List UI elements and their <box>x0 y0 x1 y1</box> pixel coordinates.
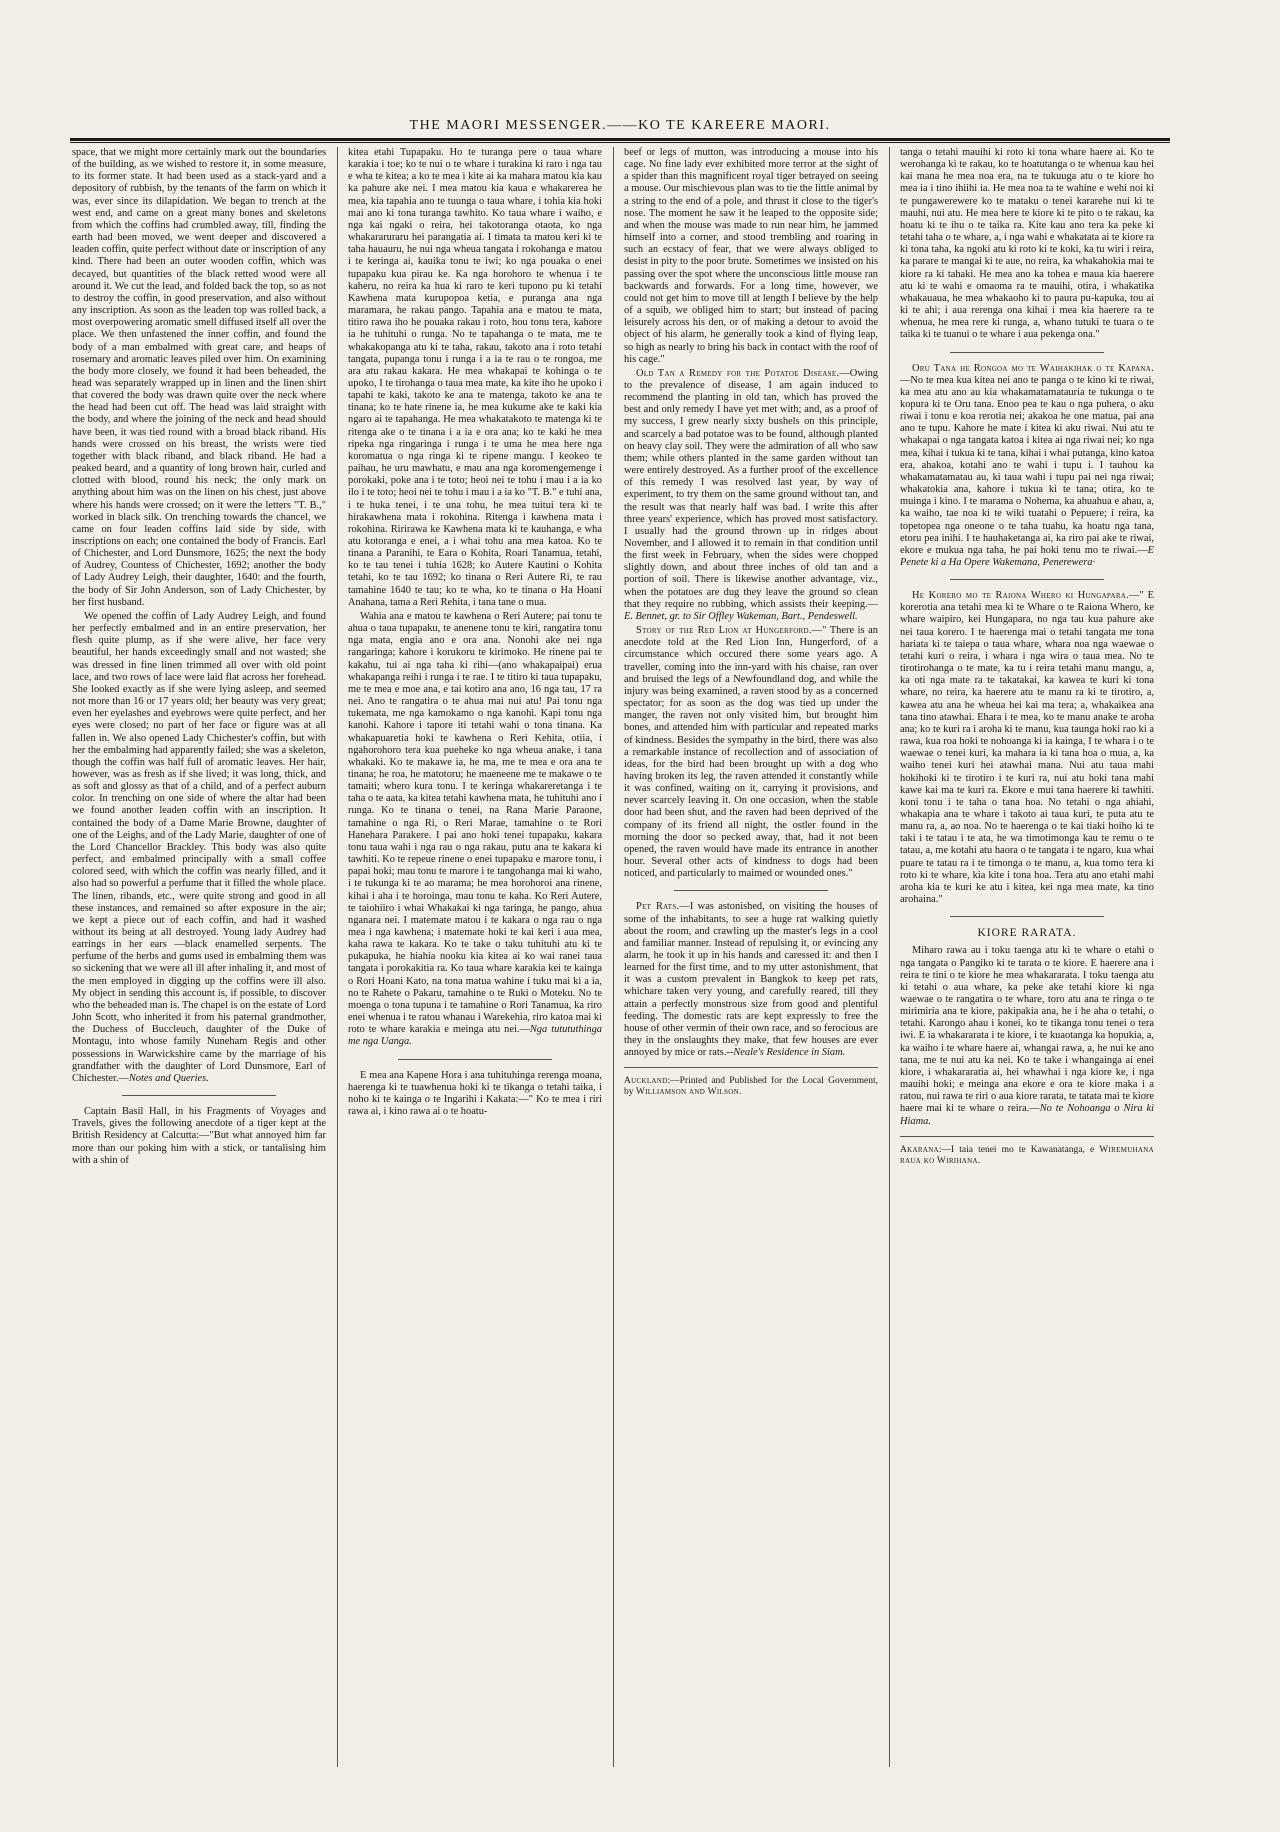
column-divider <box>337 147 338 1767</box>
column-2 <box>348 147 602 1747</box>
article-source: E. Bennet, gr. to Sir Offley Wakeman, Bart., Pendeswell. <box>624 610 858 622</box>
article-source: E Penete ki a Ha Opere Wakemana, Penerewera· <box>900 544 1154 568</box>
article-paragraph: We opened the coffin of Lady Audrey Leigh, and found her perfectly embalmed and in an entire preservation, her flesh quite plump, as if she were alive, her face very beautiful, her hands exceedingly small and not wasted; she was dressed in fine linen trimmed all over with old point lace, and two rows of lace were laid flat across her forehead. She looked exactly as if she were lying asleep, and seemed not more than 16 or 17 years old; her beauty was very great; even her eyelashes and eyebrows were quite perfect, and her eyes were closed; no part of her face or figure was at all fallen in. We also opened Lady Chichester's coffin, but with her the embalming had apparently failed; she was a skeleton, though the coffin was half full of aromatic leaves. Her hair, however, was as fresh as if she lived; it was long, thick, and as soft and glossy as that of a child, and of a perfect auburn color. In trenching on one side of where the altar had been we found another leaden coffin with an inscription. It contained the body of a Dame Marie Browne, daughter of one of the Leighs, and of the Lady Marie, daughter of one of the Lord Chancellor Brackley. This body was also quite perfect, and embalmed principally with a small coffee colored seed, with which the coffin was nearly filled, and it also had so powerful a perfume that it filled the whole place. The linen, ribands, etc., were quite strong and good in all these instances, and remained so after exposure in the air; we kept a piece out of each coffin, and had it washed without its being at all destroyed. Young lady Audrey had earrings in her ears —black enamelled serpents. The perfume of the herbs and gums used in embalming them was so sickening that we were all ill after inhaling it, and most of the men employed in digging up the coffins were ill also. My object in sending this account is, if possible, to discover who the beheaded man is. The chapel is on the estate of Lord John Scott, who inherited it from his paternal grandmother, the Duchess of Buccleuch, daughter of the Duke of Montagu, into whose family Nuneham Regis and other possessions in Warwickshire came by the marriage of his grandfather with the daughter of Lord Dunsmore, Earl of Chichester.—Notes and Queries. <box>72 610 326 1084</box>
imprint-separator <box>624 1067 878 1068</box>
section-title: KIORE RARATA. <box>977 927 1077 940</box>
header-rule-thick <box>70 138 1170 141</box>
column-divider <box>889 147 890 1767</box>
article-paragraph: Pet Rats.—I was astonished, on visiting the houses of some of the inhabitants, to see a huge rat walking quietly about the room, and crawling up the master's legs in a cool and familiar manner. Instead of repulsing it, or evincing any alarm, he took it up in his hands and caressed it: and then I learned for the first time, and to my utter astonishment, that it was a custom prevalent in Bangkok to keep pet rats, whichare taken very young, and carefully reared, till they attain a perfectly monstrous size from good and plentiful feeding. The domestic rats are kept expressly to free the house of other vermin of their own race, and so ferocious are they in the onslaughts they make, that few houses are ever annoyed by mice or rats.--Neale's Residence in Siam. <box>624 901 878 1059</box>
imprint: Akarana:—I taia tenei mo te Kawanatanga, e Wiremuhana raua ko Wirihana. <box>900 1144 1154 1166</box>
imprint: Auckland:—Printed and Published for the Local Government, by Williamson and Wilson. <box>624 1076 878 1098</box>
article-paragraph: Captain Basil Hall, in his Fragments of Voyages and Travels, gives the following anecdote of a tiger kept at the British Residency at Calcutta:—"But what annoyed him far more than our poking him with a stick, or tantalising him with a shin of <box>72 1106 326 1166</box>
article-source: -Neale's Residence in Siam. <box>729 1047 846 1059</box>
article-heading: Pet Rats. <box>636 901 680 913</box>
article-separator <box>950 579 1104 580</box>
article-heading: Old Tan a Remedy for the Potatoe Disease. <box>636 367 840 379</box>
article-source: Notes and Queries. <box>128 1072 209 1084</box>
article-paragraph: Story of the Red Lion at Hungerford.—" There is an anecdote told at the Red Lion Inn, Hungerford, of a circumstance which occured there some years ago. A traveller, coming into the inn-yard with his chaise, ran over and bruised the legs of a Newfoundland dog, and while the injury was being examined, a raven stood by as a concerned spectator; for as soon as the dog was tied up under the manger, the raven not only visited him, but brought him bones, and attended him with particular and repeated marks of kindness. Besides the sympathy in the bird, there was also a remarkable instance of recollection and of association of ideas, for the bird had been brought up with a dog who having broken its leg, the raven attended it constantly while it was confined, waiting on it, carrying it provisions, and never scarcely leaving it. On one occasion, when the stable door had been shut, and the raven had been deprived of the company of its friend all night, the ostler found in the morning the door so pecked away, that, had it not been opened, the raven would have made its entrance in another hour. Several other acts of kindness to dogs had been noticed, and particularly to maimed or wounded ones." <box>624 625 878 880</box>
page-header: THE MAORI MESSENGER.——KO TE KAREERE MAORI. <box>409 118 831 133</box>
article-source: Nga tutututhinga me nga Uanga. <box>348 1024 602 1048</box>
article-paragraph: Miharo rawa au i toku taenga atu ki te whare o etahi o nga tangata o Pangiko ki te tarata o te kiore. E haerere ana i reira te tini o te kiore he mea whakararata. I toku taenga atu ki tetahi o aua whare, ka peke ake tetahi kiore ki nga waewae o te rangatira o te whare, toro atu ana te ringa o te mirimiria ana te kiore, pakipakia ana, he i he aha o tetahi, o tetahi. Karongo ahau i konei, ko te tikanga tonu tenei o tera iwi. E ia whakararata i te kiore, i te kuaotanga ka hopukia, a, ka waiho i te whare haere ai, whangai rawa, a, he nui ke ano tana, me te nui atu ka nei. Ko te take i whangainga ai enei kiore, i whakararatia ai, hei whawhai i nga kiore ke, i nga mauihi hoki; e meinga ana ekore e ora te kiore maka i a ratou, nui rawa te riri o aua kiore rarata, te tatata mai te kiore haere mai ki te whare o reira.—No te Nohoanga o Nira ki Hiama. <box>900 945 1154 1127</box>
column-4 <box>900 147 1154 1747</box>
article-source: No te Nohoanga o Nira ki Hiama. <box>900 1103 1154 1127</box>
article-separator <box>950 352 1104 353</box>
article-heading: Story of the Red Lion at Hungerford. <box>636 625 812 637</box>
article-separator <box>950 916 1104 917</box>
article-paragraph: tanga o tetahi mauihi ki roto ki tona whare haere ai. Ko te werohanga ki te rakau, ko te hoatutanga o te whenua kau hei kai mana he mea noa era, na te tukuuga atu o te kiore ho mea ia i tino ihiihi ia. He mea noa ta te wahine e wehi noi ki te pungawerewere ko te mataku o tenei kararehe nui ki te mauhi, nui atu. He mea here te kiore ki te pito o te rakau, ka hoatu ki te ihu o te taika ra. Kite kau ano tera ka peke ki tetahi taha o te whare, a, i nga wahi e whakatata ai te kiore ra ki tona taha, ka ngoki atu ki roto ki te koki, ka tu wiri i reira, ka parare te mangai ki te aue, no reira, ka whakahokia mai te kiore ra ki tahaki. He mea ano ka tohea e maua kia haerere atu ki te wahi e omaoma ra te mauihi, otira, i whakatika whakauaua, he mea whakaoho ki to paura pu-kapuka, tou ai ki te ahi; i aua rerenga ona kihai i mea kia haerere ra te whenua, he mea rere ki runga, a, whano tutuki te tuara o te taika ki te tuanui o te whare i aua pekenga ona." <box>900 147 1154 341</box>
header-rule-thin <box>70 142 1170 143</box>
column-divider <box>613 147 614 1767</box>
imprint-separator <box>900 1136 1154 1137</box>
article-heading: Oru Tana he Rongoa mo te Waihakihak o te Kapana. <box>912 362 1154 374</box>
article-separator <box>122 1095 276 1096</box>
article-paragraph: space, that we might more certainly mark out the boundaries of the building, as we wished to restore it, in some measure, to its former state. It had been used as a stack-yard and a depository of rubbish, by the tenants of the farm on which it was, ever since its dilapidation. We began to trench at the west end, and came on a great many bones and skeletons from which the coffins had crumbled away, till, finding the earth had been moved, we went deeper and discovered a leaden coffin, quite perfect without date or inscription of any kind. There had been an outer wooden coffin, which was decayed, but quantities of the black retted wood were all around it. We cut the lead, and folded back the top, so as not to destroy the coffin, in good preservation, and also without any inscription. As soon as the leaden top was rolled back, a most overpowering aromatic smell diffused itself all over the place. We then unfastened the inner coffin, and found the body of a man embalmed with great care, and heaps of rosemary and aromatic leaves piled over him. On examining the body more closely, we found it had been beheaded, the head was separately wrapped up in linen and the linen shirt that covered the body was drawn quite over the neck where the head had been cut off. The head was laid straight with the body, and where the joining of the neck and head should have been, it was tied round with a broad black riband. His hands were crossed on his breast, the wrists were tied together with black riband, and black riband. He had a peaked beard, and a quantity of long brown hair, curled and clotted with blood, round his neck; the only mark on anything about him was on the linen on his chest, just above where his hands were crossed; on it were the letters "T. B.," worked in black silk. On trenching towards the chancel, we came on four leaden coffins laid side by side, with inscriptions on each; one contained the body of Francis. Earl of Chichester, and Lord Dunsmore, 1625; the next the body of Audrey, Countess of Chichester, 1692; another the body of Lady Audrey Leigh, their daughter, 1640: and the fourth, the body of Sir John Anderson, son of Lady Chichester, by her first husband. <box>72 147 326 608</box>
article-paragraph: Old Tan a Remedy for the Potatoe Disease.—Owing to the prevalence of disease, I am again induced to recommend the planting in old tan, which has proved the best and only remedy I have yet met with; and, as a proof of my success, I grew nearly sixty bushels on this principle, and scarcely a bad potatoe was to be found, although planted on heavy clay soil. They were the admiration of all who saw them; while others planted in the same garden without tan were entirely destroyed. As a further proof of the excellence of this remedy I was resolved last year, by way of experiment, to try them on the same ground without tan, and the result was that nearly half was bad. I write this after three years' experience, which has proved most satisfactory. I usually had the ground thrown up in ridges about November, and I allowed it to remain in that condition until the first week in February, when the sides were chopped slightly down, and about three inches of old tan and a portion of soil. There is likewise another advantage, viz., when the potatoes are dug they leave the ground so clean that they require no rubbing, which assists their keeping.—E. Bennet, gr. to Sir Offley Wakeman, Bart., Pendeswell. <box>624 367 878 622</box>
article-separator <box>674 890 828 891</box>
column-1 <box>72 147 326 1747</box>
article-paragraph: kitea etahi Tupapaku. Ho te turanga pere o taua whare karakia i toe; ko te nui o te whare i turakina ki raro i nga tau e wha te kitea; a ko te mea i kite ai ka mahara matou kia kau ka pahure ake nei. I mea matou kia kaua e whakarerea he mea, kia tapahia ano te tuunga o taua whare, i tohia kia hoki mai ano ki tona turanga tawhito. Ko taua whare i waiho, e nga kai ngaki o reira, hei takotoranga otaota, ko nga whakararuraru hei parangatia ai. I timata ta matou keri ki te taha hauauru, he nui nga wheua tangata i rokohanga e matou i te keringa ai, kauika tonu te iwi; ko nga pouaka o enei tupapaku kua pirau ke. Ka nga horohoro te whenua i te kaheru, no reira ka hua ki raro te keri tupono pu ki tetahi Kawhena mata kurupopoa ketia, e puranga ana nga maramara, he rakau pango. Tapahia ana e matou te mata, titiro rawa iho he pouaka rakau i roto, hou tonu tera, kahore ia he tuhituhi o runga. No te tapahanga o te mata, me te whakakopanga atu ki te taha, rakau, takoto ana i roto tetahi tangata, pupanga tonu i runga i a ia te rau o te rongoa, me ara atu rakau kakara. He mea whakapai te kohinga o te upoko, I te tirohanga o taua mea mate, ka kite iho he upoko i tapahi te kaki, takoto ke ana te matenga, takoto ke ana te tinana; ko te hate rinene ia, he mea kukume ake te kaki kia ngaro ai te tapahanga. He mea whakatakoto te matenga ki te ritenga ake o te tinana i a ia e ora ana; ko te kaki he mea ripeka nga ringaringa i runga i te uma he mea here nga koromatua o nga ringa ki te ripene mangu. I keokeo te paihau, he uru mawhatu, e mau ana nga koromengemenge i porokaki, poke ana i te toto; heoi nei te tohu i mau i a ia ko ilo i te toto; heoi nei te tohu i mau i a ia ko "T. B." e tuhi ana, i te huka tenei, i te una tohu, he mea tuitui tera ki te hirakawhena mata i rokohina. Ritenga i kawhena mata i rokohina. Ririrawa ke Kawhena mata ki te kauhanga, e wha atu kotoranga e enei, a i whai tohu ana mea katoa. Ko te tinana a Paranihi, te Eara o Kohita, Roari Tanamua, tetahi, ko te tau tenei i tuhia 1628; ko Autere Kautini o Kohita tetahi, ko te tau 1692; ko tinana o Reri Autere Ri, te rau tamahine 1640 te tau; ko te wha, ko te tinana o Ha Hoani Anahana, tama a Reri Rehita, i tana tane o mua. <box>348 147 602 608</box>
article-heading: He Korero mo te Raiona Whero ki Hungapara. <box>912 590 1130 602</box>
article-separator <box>398 1059 552 1060</box>
article-paragraph: He Korero mo te Raiona Whero ki Hungapara.—" E korerotia ana tetahi mea ki te Whare o te Raiona Whero, ke whare waipiro, kei Hungapara, no nga tau kua pahure ake nei taua korero. I te haerenga mai o tetahi tangata me tona hariata ki te taiepa o taua whare, whara noa nga waewae o tetahi kuri o reira, i whara i nga wira o taua mea. No te tirotirohanga o te mate, ka tu i reira tetahi manu mangu, a, ka oti nga mate ra te takatakai, ka kawea te kuri ki tona whare, no reira, ka haerere atu te manu ra ki te tirotiro, a, kawea atu ana he wheua hei kai ma tera; a, whakaikea ana tana tino atawhai. Ehara i te mea, ko te manu anake te aroha ana; ko te kuri ra i aroha ki te manu, kua taunga hoki rao ki a rawa, kua roa hoki te nohoanga ki ia kainga, I te whara i o te waewae o tenei kuri, ka mahara ia ki tana hoa o mua, a, ka waiho tenei kuri hei atawhai mana. Nui atu taua mahi hokihoki ki te tirotiro i te kuri ra, nui atu hoki tana mahi kawe kai ma te kuri ra. Ekore e mui tana haerere ki tawhiti. koni tonu i te taha o tana hoa. No tetahi o nga ahiahi, whakapia ana te whare i takoto ai taua kuri, te puta atu te manu ra, a, ao noa. No te haerenga o te kai tiaki hoiho ki te taki i te tatau i te ata, he wa timotimonga kau te remu o te tatau, a, me kotahi atu haora o te tangata i te ngaro, kua whai puare te tatau ra i te timonga o te manu, a, kua tomo tera ki roto ki te whare, kia kite i tona hoa. Tera atu ano etahi mahi aroha kia te kuri ke atu i kitea, kei nga mea mate, ka tino arohaina." <box>900 590 1154 906</box>
article-paragraph: E mea ana Kapene Hora i ana tuhituhinga rerenga moana, haerenga ki te tuawhenua hoki ki te tikanga o tetahi taika, i noho ki te kainga o te Ingarihi i Kakata:—" Ko te mea i riri rawa ai, i kino rawa ai o te hoatu- <box>348 1069 602 1118</box>
column-3 <box>624 147 878 1747</box>
article-paragraph: beef or legs of mutton, was introducing a mouse into his cage. No fine lady ever exhibited more terror at the sight of a spider than this magnificent royal tiger betrayed on seeing a mouse. Our mischievous plan was to tie the little animal by a string to the end of a pole, and thrust it close to the tiger's nose. The moment he saw it he leaped to the opposite side; and when the mouse was made to run near him, he jammed himself into a corner, and stood trembling and roaring in such an ecstacy of fear, that we were always obliged to desist in pity to the poor brute. Sometimes we insisted on his passing over the spot where the unconscious little mouse ran backwards and forwards. For a long time, however, we could not get him to move till at length I believe by the help of a squib, we obliged him to start; but instead of pacing leisurely across his den, or of making a detour to avoid the object of his alarm, he generally took a kind of flying leap, so high as nearly to bring his back in contact with the roof of his cage." <box>624 147 878 365</box>
article-paragraph: Wahia ana e matou te kawhena o Reri Autere; pai tonu te ahua o taua tupapaku, te anenene tonu te kiri, rangatira tonu nga mata, engia ano e ora ana. Nonohi ake nei nga rangaringa; kahore i korukoru te kirimoko. He rinene pai te kakahu, tui ai nga taha ki rihi—(ano whakapaipai) erua whakapanga reihi i runga i te rae. I te titiro ki taua tupapaku, me te mea e moe ana, e tai kotiro ana ano, 16 nga tau, 17 ra nei. Ano te rangatira o te ahua mai nui atu! Pai tonu nga tukemata, me nga kamokamo o nga kanohi. Kapi tonu nga kanohi. Kahore i tapore iti tetahi wahi o tona tinana. Ka whakapuaretia hoki te kawhena o Reri Kehita, otiia, i ngahorohoro tera kua pueheke ko nga wheua anake, i tana whakaki. Ko te makawe ia, he ma, me te mea e ora ana te tinana; he roa, he matotoru; he maeneene me te makawe o te tamaiti; whero kura tonu. I te keringa whakareretanga i te taha o te aata, ka kitea tetahi kawhena mata, he tuhituhi ano i runga. Ko te tinana o tenei, na Rana Marie Paraone, tamahine o nga Ri, o Reri Marae, tamahine o te Rori Hanehara Parakere. I pai ano hoki tenei tupapaku, kakara tonu taua wahi i nga rau o nga rakau, putu ana te kakara ki tawhiti. Ko te repeue rinene o enei tupapaku e marore tonu, i papai hoki; mau tonu te marore i te tangohanga mai ki waho, i te tukunga ki te ao marama; he mea horohoroi ana rinene, kihai i aha i te horoinga, mau tonu te kaha. Ko Reri Autere, te taiohiiro i whai Whakakai ki nga taringa, he pango, ahua nganara nei. I matemate matou i te kakara o nga rau o nga mea i nga kawhena; i matemate hoki te kai keri i aua mea, kaha rawa te kakara. Ko te take o taku tuhituhi atu ki te pukapuka, he hiahia nooku kia kitea ai ko wai ranei taua tangata i porokakitia ra. Ko taua whare karakia kei te kainga o Rori Hoani Kato, na tona matua wahine i tuku mai ki a ia, no te Rahete o Pakaru, tamahine o te Ruki o Moteku. No te moenga o tona tupuna i te tamahine o Rori Tanamua, ka riro enei whenua i te ratou whanau i Warekehia, riro katoa mai ki roto te whare karakia e meinga atu nei.—Nga tutututhinga me nga Uanga. <box>348 610 602 1048</box>
article-paragraph: Oru Tana he Rongoa mo te Waihakihak o te Kapana.—No te mea kua kitea nei ano te panga o te kino ki te riwai, ka mea atu ano au kia whakamatamatauria te tukunga o te kopura ki te Oru tana. Enoo pea te kau o nga puhera, o aku riwai i tonu e koa rerotia nei; akakoa he one matua, pai ana ano te tupu. Kahore he mate i kitea ki aku riwai. Nui atu te whakapai o nga tangata katoa i kitea ai nga riwai nei; ko nga mea, kihai i tukua ki te tana, kihai i whai putanga, kino katoa era, ahakoa, kotahi ano te wahi i tupu i. I tauhou ka whakamatamatau au, ki taua wahi i tupu pai nei nga riwai; whakatokia ana, kahore i tukua ki te tana; otira, ko te muinga i kino. I te marama o Nohema, ka ahuahua e ahau, a, ka waiho, tae noa ki te wiki tuatahi o Pepuere; i reira, ka topetopea nga oneone o te taha tuahu, ka hoatu nga tana, etoru pea inihi. I te hauhaketanga ai, ka riro pai ake te riwai, ekore e mukua nga taha, he pai hoki tenu mo te riwai.—E Penete ki a Ha Opere Wakemana, Penerewera· <box>900 362 1154 568</box>
